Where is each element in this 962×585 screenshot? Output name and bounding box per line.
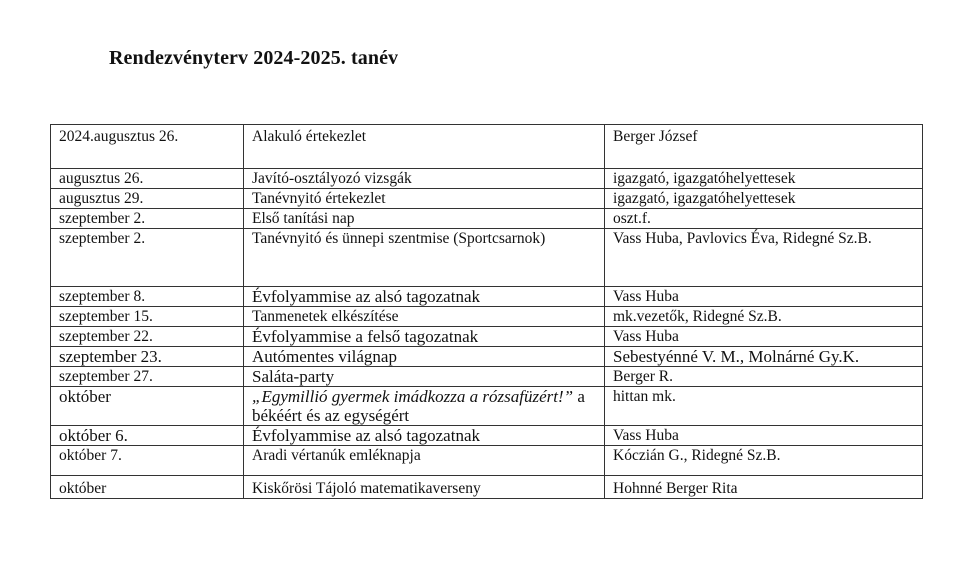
table-row xyxy=(51,327,923,347)
responsible-cell: igazgató, igazgatóhelyettesek xyxy=(605,169,923,189)
responsible-cell: Kóczián G., Ridegné Sz.B. xyxy=(605,446,923,476)
date-cell: október 7. xyxy=(51,446,244,476)
responsible-cell: Vass Huba, Pavlovics Éva, Ridegné Sz.B. xyxy=(605,229,923,287)
date-cell: szeptember 2. xyxy=(51,229,244,287)
responsible-cell: mk.vezetők, Ridegné Sz.B. xyxy=(605,307,923,327)
responsible-cell: Vass Huba xyxy=(605,287,923,307)
event-cell xyxy=(244,387,605,426)
table-row xyxy=(51,209,923,229)
responsible-cell: igazgató, igazgatóhelyettesek xyxy=(605,189,923,209)
event-rest-text: a békéért és az egységért xyxy=(252,387,585,425)
responsible-cell: Hohnné Berger Rita xyxy=(605,476,923,499)
table-row xyxy=(51,229,923,287)
event-cell: Alakuló értekezlet xyxy=(244,125,605,169)
date-cell: augusztus 26. xyxy=(51,169,244,189)
responsible-cell: hittan mk. xyxy=(605,387,923,426)
date-cell: szeptember 23. xyxy=(51,347,244,367)
date-cell: szeptember 27. xyxy=(51,367,244,387)
event-cell: Évfolyammise az alsó tagozatnak xyxy=(244,287,605,307)
table-row xyxy=(51,347,923,367)
event-cell: Aradi vértanúk emléknapja xyxy=(244,446,605,476)
responsible-cell: Vass Huba xyxy=(605,426,923,446)
date-cell: szeptember 22. xyxy=(51,327,244,347)
date-cell: szeptember 8. xyxy=(51,287,244,307)
table-row xyxy=(51,476,923,499)
event-cell: Évfolyammise a felső tagozatnak xyxy=(244,327,605,347)
date-cell: 2024.augusztus 26. xyxy=(51,125,244,169)
event-cell: Tanmenetek elkészítése xyxy=(244,307,605,327)
responsible-cell: Berger József xyxy=(605,125,923,169)
table-row xyxy=(51,189,923,209)
date-cell: szeptember 2. xyxy=(51,209,244,229)
date-cell: október 6. xyxy=(51,426,244,446)
event-cell: Első tanítási nap xyxy=(244,209,605,229)
responsible-cell: Vass Huba xyxy=(605,327,923,347)
date-cell: október xyxy=(51,387,244,426)
event-cell: Javító-osztályozó vizsgák xyxy=(244,169,605,189)
responsible-cell: Berger R. xyxy=(605,367,923,387)
date-cell: szeptember 15. xyxy=(51,307,244,327)
event-cell: Saláta-party xyxy=(244,367,605,387)
date-cell: október xyxy=(51,476,244,499)
table-row xyxy=(51,287,923,307)
page-title: Rendezvényterv 2024-2025. tanév xyxy=(109,47,399,69)
event-cell: Tanévnyitó és ünnepi szentmise (Sportcsarnok) xyxy=(244,229,605,287)
date-cell: augusztus 29. xyxy=(51,189,244,209)
table-row xyxy=(51,387,923,426)
event-cell: Évfolyammise az alsó tagozatnak xyxy=(244,426,605,446)
event-cell: Kiskőrösi Tájoló matematikaverseny xyxy=(244,476,605,499)
table-row xyxy=(51,307,923,327)
table-row xyxy=(51,367,923,387)
event-cell: Autómentes világnap xyxy=(244,347,605,367)
table-row xyxy=(51,446,923,476)
event-italic-text: „Egymillió gyermek imádkozza a rózsafüzért!” xyxy=(252,387,574,406)
table-row xyxy=(51,426,923,446)
table-row xyxy=(51,125,923,169)
responsible-cell: oszt.f. xyxy=(605,209,923,229)
responsible-cell: Sebestyénné V. M., Molnárné Gy.K. xyxy=(605,347,923,367)
event-schedule-table xyxy=(50,124,923,499)
event-cell: Tanévnyitó értekezlet xyxy=(244,189,605,209)
table-row xyxy=(51,169,923,189)
